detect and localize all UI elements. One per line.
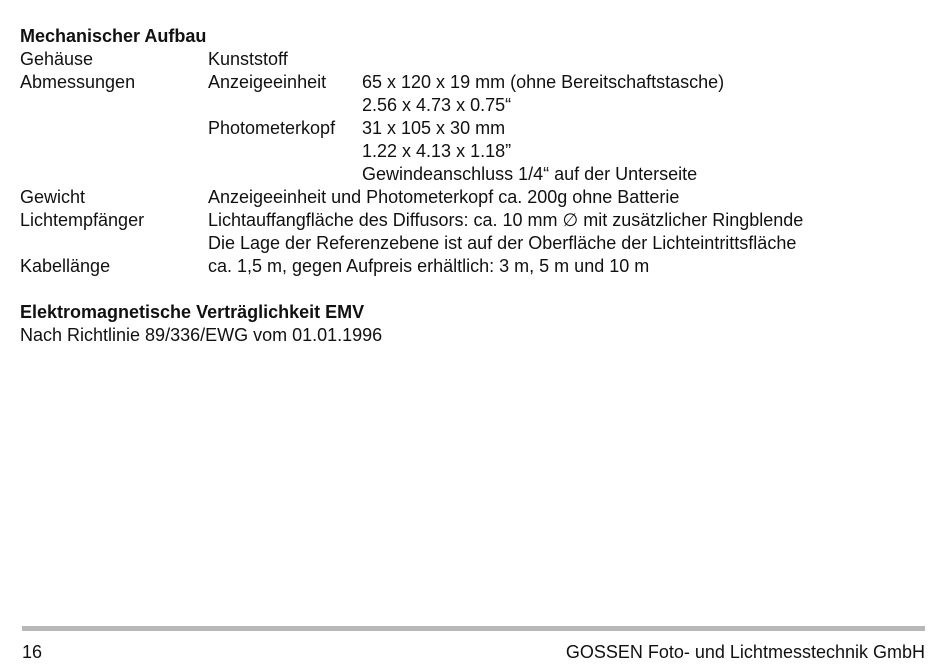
spec-label: Lichtempfänger (20, 210, 145, 230)
spec-sublabel-anzeigeeinheit: Anzeigeeinheit (208, 72, 327, 92)
spec-row-continuation (20, 232, 930, 255)
spec-value: Die Lage der Referenzebene ist auf der Oberfläche der Lichteintrittsfläche (208, 233, 797, 253)
spec-label: Gehäuse (20, 49, 94, 69)
section-spacer (20, 278, 930, 301)
spec-row-continuation (20, 94, 930, 117)
spec-value: 65 x 120 x 19 mm (ohne Bereitschaftstasche) (362, 72, 725, 92)
spec-value: 1.22 x 4.13 x 1.18” (362, 141, 512, 161)
spec-row-continuation (20, 163, 930, 186)
footer-company-name: GOSSEN Foto- und Lichtmesstechnik GmbH (565, 642, 925, 662)
spec-value: 2.56 x 4.73 x 0.75“ (362, 95, 512, 115)
spec-row-lichtempfaenger (20, 209, 930, 232)
spec-sublabel-photometerkopf: Photometerkopf (208, 118, 336, 138)
spec-value: Anzeigeeinheit und Photometerkopf ca. 200g ohne Batterie (208, 187, 680, 207)
page-content (20, 25, 930, 347)
spec-label: Abmessungen (20, 72, 136, 92)
spec-value: Kunststoff (208, 49, 288, 69)
spec-row-abmessungen (20, 71, 930, 94)
footer-divider (22, 626, 925, 631)
section-title-mechanischer-aufbau: Mechanischer Aufbau (20, 26, 207, 46)
spec-label: Gewicht (20, 187, 86, 207)
page-number: 16 (22, 642, 43, 662)
spec-value: 31 x 105 x 30 mm (362, 118, 506, 138)
spec-row-continuation (20, 140, 930, 163)
emv-text: Nach Richtlinie 89/336/EWG vom 01.01.1996 (20, 325, 383, 345)
spec-row-kabellaenge (20, 255, 930, 278)
spec-value: Gewindeanschluss 1/4“ auf der Unterseite (362, 164, 698, 184)
section-title-emv: Elektromagnetische Verträglichkeit EMV (20, 302, 365, 322)
spec-value: ca. 1,5 m, gegen Aufpreis erhältlich: 3 m, 5 m und 10 m (208, 256, 650, 276)
spec-row-gewicht (20, 186, 930, 209)
spec-value: Lichtauffangfläche des Diffusors: ca. 10 mm ∅ mit zusätzlicher Ringblende (208, 210, 804, 230)
spec-row-photometerkopf (20, 117, 930, 140)
spec-label: Kabellänge (20, 256, 111, 276)
spec-row-gehaeuse (20, 48, 930, 71)
